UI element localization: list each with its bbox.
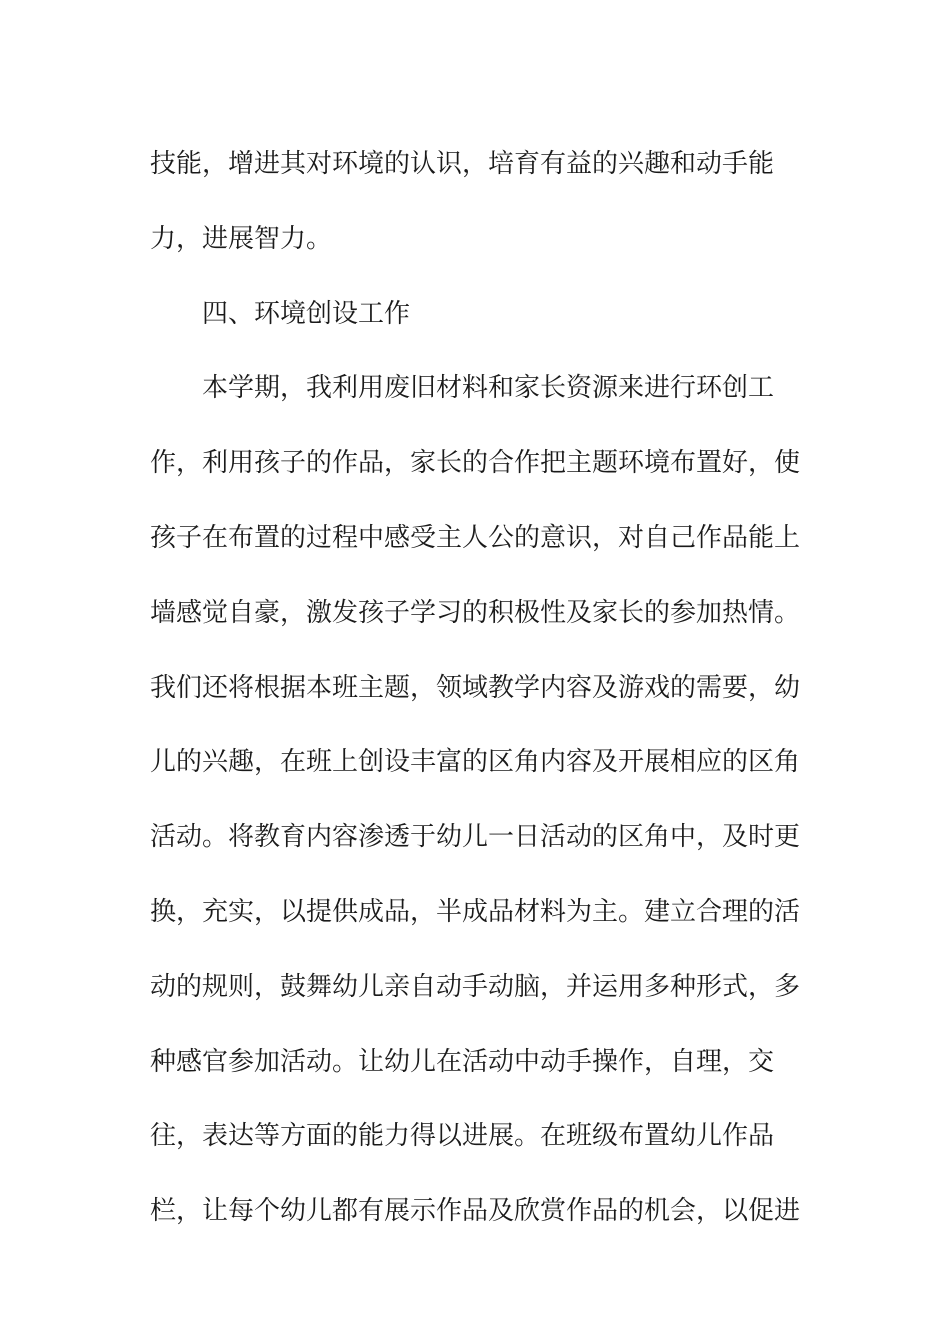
text-line: 换，充实，以提供成品，半成品材料为主。建立合理的活	[150, 896, 801, 927]
text-line: 力，进展智力。	[150, 223, 333, 254]
text-line: 作，利用孩子的作品，家长的合作把主题环境布置好，使	[150, 448, 801, 479]
body-text	[150, 127, 800, 1249]
text-line: 往，表达等方面的能力得以进展。在班级布置幼儿作品	[150, 1121, 775, 1152]
text-line: 活动。将教育内容渗透于幼儿一日活动的区角中，及时更	[150, 822, 801, 853]
text-line: 孩子在布置的过程中感受主人公的意识，对自己作品能上	[150, 522, 801, 553]
text-line: 栏，让每个幼儿都有展示作品及欣赏作品的机会，以促进	[150, 1196, 801, 1227]
text-line: 墙感觉自豪，激发孩子学习的积极性及家长的参加热情。	[150, 597, 801, 628]
text-line: 本学期，我利用废旧材料和家长资源来进行环创工	[202, 373, 775, 404]
text-line: 技能，增进其对环境的认识，培育有益的兴趣和动手能	[150, 149, 775, 179]
section-heading: 四、环境创设工作	[202, 298, 411, 329]
text-line: 动的规则，鼓舞幼儿亲自动手动脑，并运用多种形式，多	[150, 971, 801, 1002]
text-line: 种感官参加活动。让幼儿在活动中动手操作，自理，交	[150, 1046, 775, 1077]
text-line: 我们还将根据本班主题，领域教学内容及游戏的需要，幼	[150, 672, 801, 703]
text-line: 儿的兴趣，在班上创设丰富的区角内容及开展相应的区角	[150, 747, 801, 778]
